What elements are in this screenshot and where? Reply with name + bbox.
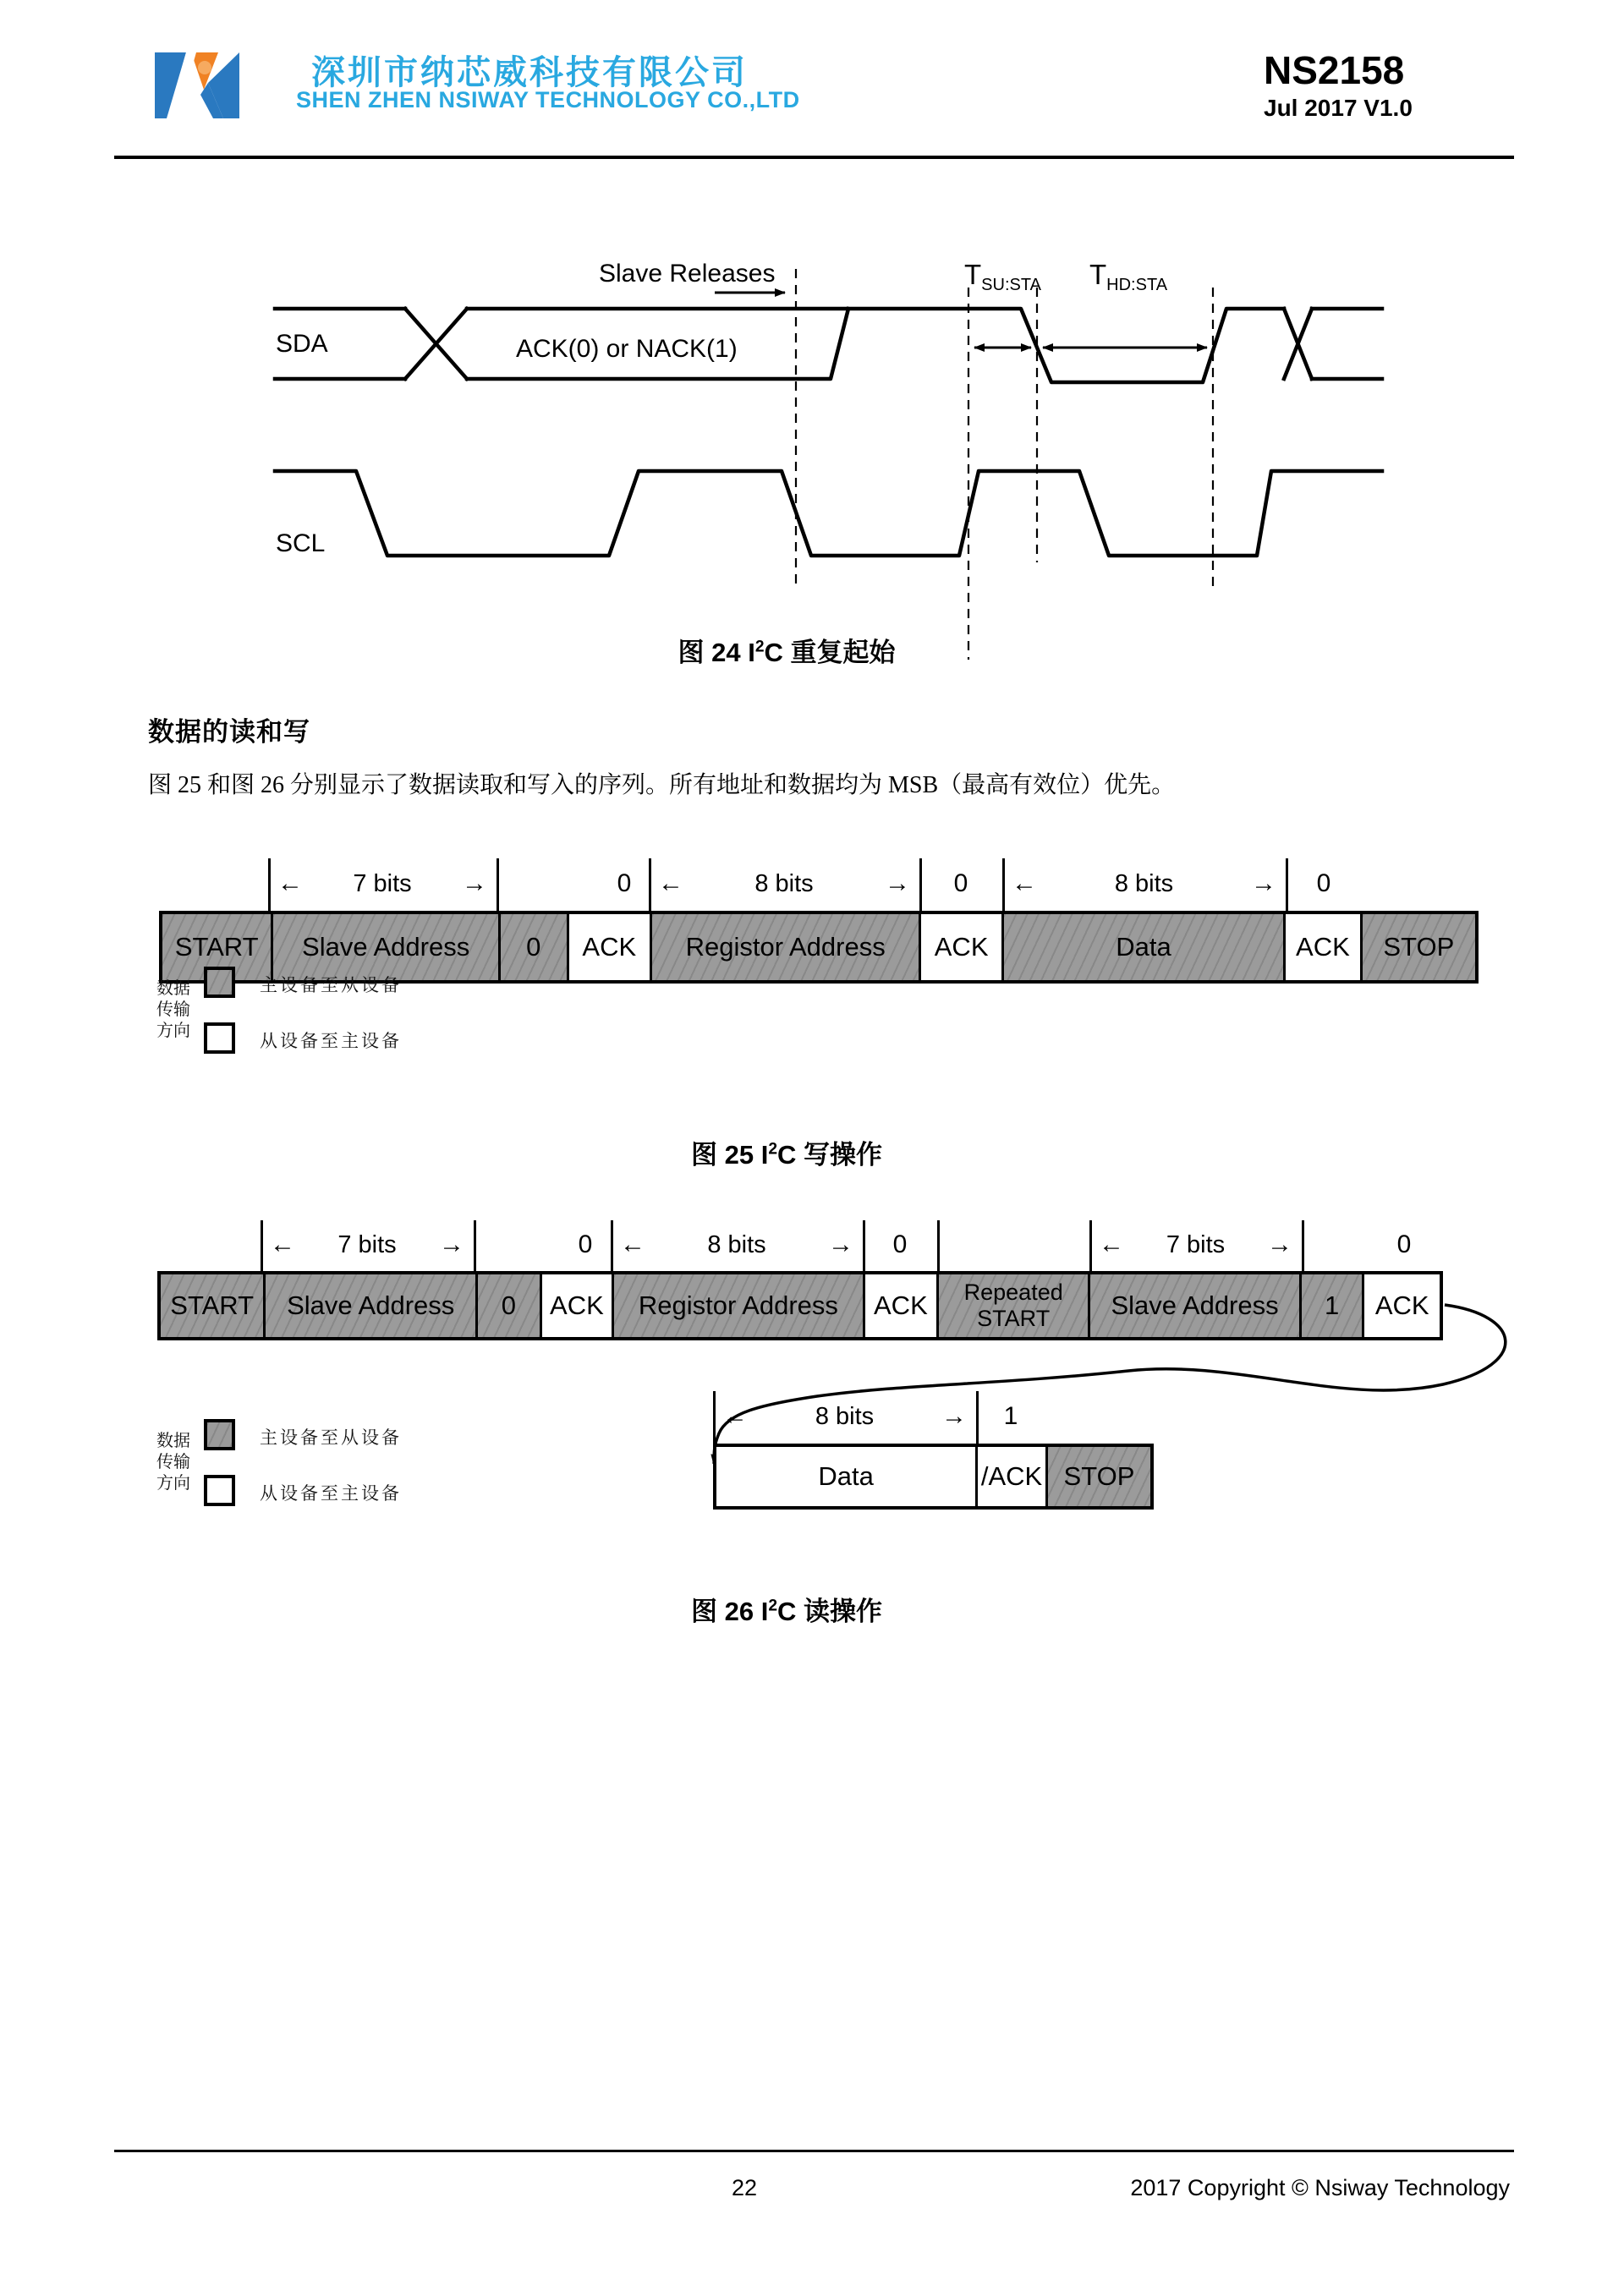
right-arrow-icon: → (1250, 869, 1276, 897)
tick (268, 858, 271, 911)
right-arrow-icon: → (1266, 1230, 1292, 1258)
company-name-en: SHEN ZHEN NSIWAY TECHNOLOGY CO.,LTD (296, 87, 800, 112)
copyright-notice: 2017 Copyright © Nsiway Technology (1130, 2175, 1510, 2200)
bit-width-annotation: ← 7 bits → (277, 869, 487, 897)
cell-ack: ACK (567, 914, 650, 980)
slave-to-master-label: 从设备至主设备 (260, 1484, 402, 1504)
document-revision: Jul 2017 V1.0 (1264, 95, 1413, 121)
right-arrow-icon: → (438, 1230, 464, 1258)
right-arrow-icon: → (884, 869, 910, 897)
tick (919, 858, 922, 911)
left-arrow-icon: ← (620, 1230, 645, 1258)
ack-bit-annotation: 0 (1316, 869, 1331, 897)
figure-24-caption: 图 24 $I^2C$ 重复起始 (678, 638, 896, 667)
ack-bit-annotation: 1 (1003, 1402, 1018, 1430)
right-arrow-icon: → (941, 1402, 967, 1430)
cell-stop: STOP (1360, 914, 1475, 980)
cell-ack: ACK (1283, 914, 1360, 980)
legend-data-direction (156, 967, 546, 1060)
legend-direction-label: 数据 传输 方向 (156, 979, 190, 1040)
cell-slave-address: Slave Address (1088, 1274, 1299, 1337)
left-arrow-icon: ← (1099, 1230, 1124, 1258)
cell-register-address: Registor Address (612, 1274, 862, 1337)
bit-width-annotation: ← 8 bits → (658, 869, 910, 897)
cell-rw-bit: 1 (1299, 1274, 1363, 1337)
read-sequence-row-1 (157, 1271, 1443, 1340)
right-arrow-icon: → (827, 1230, 853, 1258)
tick (474, 1220, 476, 1271)
ack-nack-bus-label: ACK(0) or NACK(1) (516, 335, 738, 363)
figure-25-caption: 图 25 $I^2C$ 写操作 (690, 1140, 882, 1170)
cell-start: START (161, 1274, 263, 1337)
section-heading: 数据的读和写 (148, 717, 310, 747)
bit-width-annotation: ← 8 bits → (1012, 869, 1276, 897)
figure-26-caption: 图 26 $I^2C$ 读操作 (690, 1597, 882, 1626)
nsiway-logo (152, 44, 242, 122)
left-arrow-icon: ← (722, 1402, 748, 1430)
thd-sta-label: $T_{HD:STA}$ (1089, 259, 1168, 294)
cell-start: START (162, 914, 271, 980)
tick (1002, 858, 1005, 911)
ack-bit-annotation: 0 (617, 869, 632, 897)
tick (863, 1220, 865, 1271)
master-to-slave-swatch (204, 967, 235, 998)
tick (261, 1220, 263, 1271)
tick (1286, 858, 1288, 911)
slave-to-master-swatch (204, 1475, 235, 1506)
ack-bit-annotation: 0 (953, 869, 968, 897)
slave-releases-label: Slave Releases (599, 260, 776, 288)
cell-data: Data (716, 1447, 975, 1506)
sda-label: SDA (276, 330, 328, 358)
bit-width-annotation: ← 8 bits → (620, 1230, 853, 1258)
ack-bit-annotation: 0 (1396, 1230, 1412, 1258)
cell-data: Data (1001, 914, 1283, 980)
cell-nack: /ACK (975, 1447, 1045, 1506)
cell-stop: STOP (1045, 1447, 1150, 1506)
cell-register-address: Registor Address (650, 914, 919, 980)
left-arrow-icon: ← (277, 869, 303, 897)
cell-ack: ACK (1362, 1274, 1440, 1337)
page-number: 22 (731, 2175, 758, 2200)
slave-to-master-label: 从设备至主设备 (260, 1032, 402, 1051)
tick (713, 1391, 716, 1444)
cell-rw-bit: 0 (475, 1274, 540, 1337)
cell-slave-address: Slave Address (271, 914, 498, 980)
read-sequence-row-2 (713, 1444, 1154, 1510)
i2c-repeated-start-timing-diagram (237, 203, 1421, 677)
left-arrow-icon: ← (1012, 869, 1037, 897)
bit-width-annotation: ← 8 bits → (722, 1402, 967, 1430)
company-name-cn: 深圳市纳芯威科技有限公司 (311, 54, 748, 91)
tick (1089, 1220, 1092, 1271)
slave-to-master-swatch (204, 1022, 235, 1054)
tick (497, 858, 499, 911)
cell-rw-bit: 0 (498, 914, 567, 980)
cell-ack: ACK (919, 914, 1001, 980)
part-number: NS2158 (1264, 48, 1405, 92)
cell-slave-address: Slave Address (263, 1274, 475, 1337)
scl-waveform (275, 471, 1382, 556)
legend-data-direction (156, 1419, 546, 1512)
tick (1302, 1220, 1304, 1271)
ack-bit-annotation: 0 (892, 1230, 908, 1258)
master-to-slave-swatch (204, 1419, 235, 1450)
ack-bit-annotation: 0 (578, 1230, 593, 1258)
sda-waveform (275, 309, 1382, 382)
scl-label: SCL (276, 529, 326, 557)
bit-width-annotation: ← 7 bits → (270, 1230, 464, 1258)
cell-repeated-start: Repeated START (936, 1274, 1088, 1337)
bit-width-annotation: ← 7 bits → (1099, 1230, 1292, 1258)
cell-ack: ACK (863, 1274, 937, 1337)
tick (937, 1220, 940, 1271)
master-to-slave-label: 主设备至从设备 (260, 1428, 402, 1448)
footer-rule (114, 2150, 1514, 2152)
right-arrow-icon: → (461, 869, 487, 897)
section-body-text: 图 25 和图 26 分别显示了数据读取和写入的序列。所有地址和数据均为 MSB（最高有效位）优先。 (148, 772, 1176, 798)
left-arrow-icon: ← (658, 869, 683, 897)
master-to-slave-label: 主设备至从设备 (260, 976, 402, 995)
tsu-sta-label: $T_{SU:STA}$ (964, 259, 1041, 294)
header-rule (114, 156, 1514, 159)
left-arrow-icon: ← (270, 1230, 295, 1258)
cell-ack: ACK (540, 1274, 612, 1337)
legend-direction-label: 数据 传输 方向 (156, 1432, 190, 1493)
